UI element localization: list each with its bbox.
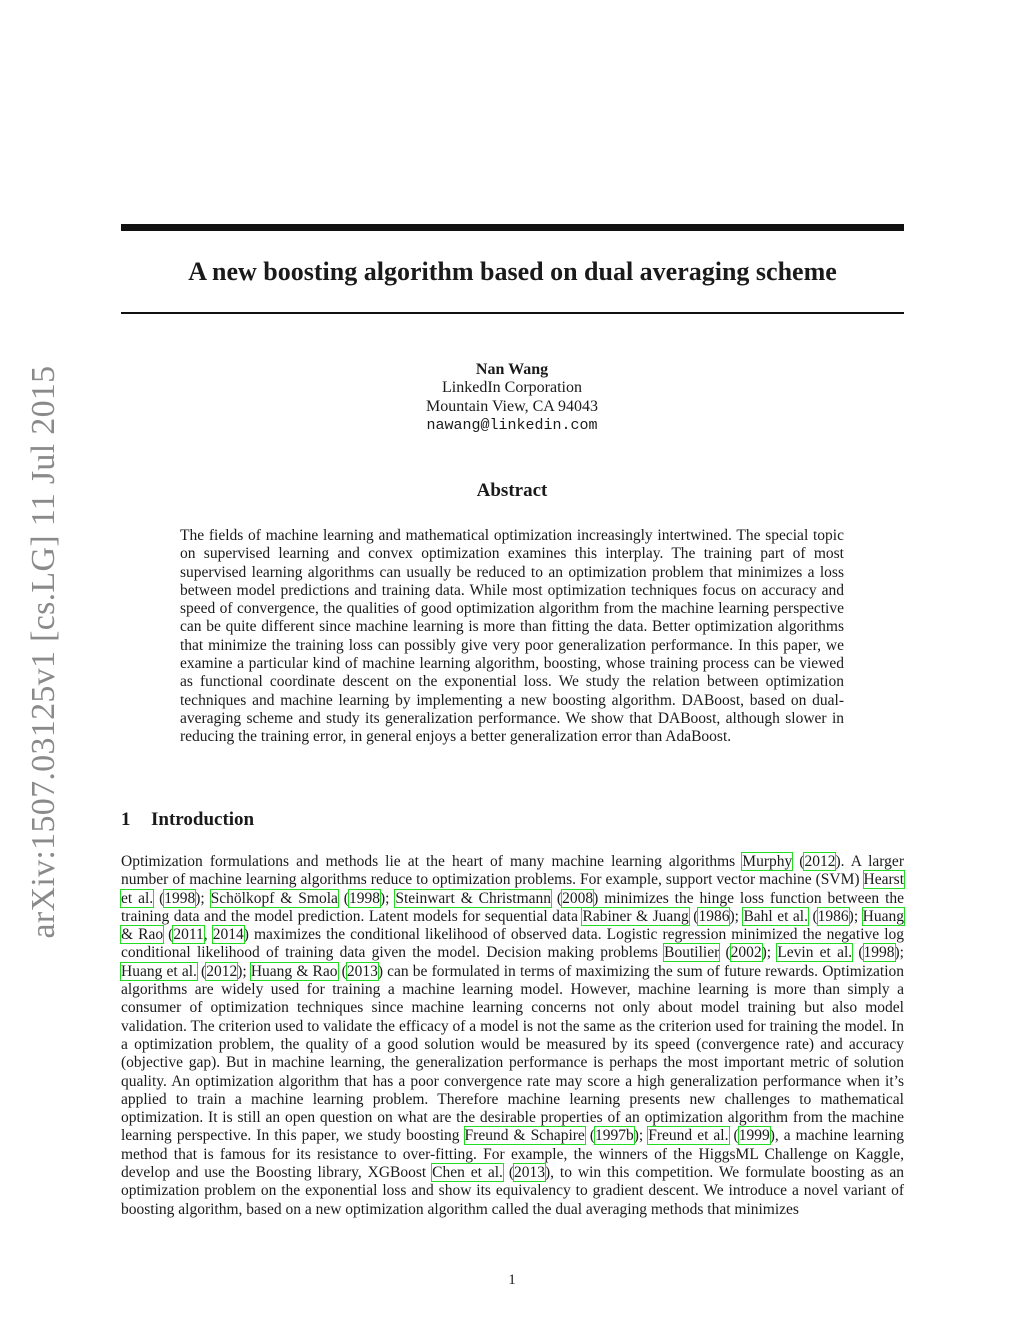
intro-text: ); (848, 907, 863, 925)
intro-text: ) minimizes the hinge loss function between the training data and the model prediction. Latent models for sequential data (121, 889, 905, 925)
author-name: Nan Wang (475, 361, 549, 378)
section-number: 1 (121, 809, 131, 830)
intro-text: , (203, 926, 213, 944)
citation-link[interactable]: Boutilier (664, 944, 720, 962)
intro-text: ( (337, 889, 349, 907)
intro-text: ( (196, 962, 207, 980)
intro-text: ( (584, 1127, 595, 1145)
citation-link[interactable]: 2011 (173, 926, 204, 944)
citation-link[interactable]: Hearst et al. (121, 871, 904, 907)
citation-link[interactable]: Chen et al. (432, 1164, 503, 1182)
intro-text: ); (729, 907, 744, 925)
citation-link[interactable]: Huang & Rao (250, 962, 338, 980)
intro-text: ); (195, 889, 211, 907)
citation-link[interactable]: 2013 (513, 1164, 545, 1182)
intro-text: ); (237, 962, 251, 980)
intro-text: ); (761, 944, 778, 962)
arxiv-stamp: arXiv:1507.03125v1 [cs.LG] 11 Jul 2015 (25, 365, 62, 939)
author-location: Mountain View, CA 94043 (426, 398, 598, 415)
intro-text: ( (792, 853, 805, 870)
page-number: 1 (508, 1272, 516, 1288)
intro-text: ( (852, 944, 864, 962)
intro-text: ); (379, 889, 396, 907)
citation-link[interactable]: Steinwart & Christmann (395, 889, 552, 907)
citation-link[interactable]: 2012 (206, 962, 238, 980)
title-bottom-rule (121, 312, 904, 314)
citation-link[interactable]: 2008 (562, 889, 594, 907)
intro-text: ); (894, 944, 904, 962)
intro-text: ); (633, 1127, 649, 1145)
section-title: Introduction (151, 809, 255, 830)
author-affiliation: LinkedIn Corporation (442, 379, 582, 396)
citation-link[interactable]: 1999 (738, 1127, 770, 1145)
intro-text: ) can be formulated in terms of maximizing the sum of future rewards. Optimization algorithms are widely used for training a machine learning model. However, machine learning is more than simply a consumer of optimization techniques since machine learning concerns not only about model training but also model validation. The criterion used to validate the efficacy of a model is not the same as the criterion used for training the model. In a optimization problem, the quality of a good solution would be measured by its speed (convergence rate) and accuracy (objective gap). But in machine learning, the generalization performance is perhaps the most important metric of solution quality. An optimization algorithm that has a poor convergence rate may score a high generalization performance when it’s applied to train a machine learning problem. Therefore machine learning presents new challenges to mathematical optimization. It is still an open question on what are the desirable properties of an optimization algorithm from the machine learning perspective. In this paper, we study boosting (121, 962, 904, 1145)
citation-link[interactable]: 1998 (348, 889, 380, 907)
intro-text: ), a machine learning method that is famous for its resistance to over-fitting. For example, the winners of the HiggsML Challenge on Kaggle, develop and use the Boosting library, XGBoost (121, 1127, 905, 1182)
intro-text: ( (688, 907, 699, 925)
introduction-paragraph (121, 853, 904, 1219)
intro-text: ( (551, 889, 563, 907)
intro-text: ), to win this competition. We formulate boosting as an optimization problem on the exponential loss and show its equivalency to gradient descent. We introduce a novel variant of boosting algorithm, based on a new optimization algorithm called the dual averaging methods that minimizes (121, 1164, 904, 1218)
intro-text: ). A larger number of machine learning algorithms reduce to optimization problems. For example, support vector machine (SVM) (121, 853, 904, 889)
citation-link[interactable]: 2014 (212, 926, 244, 944)
intro-text: ( (163, 926, 174, 944)
citation-link[interactable]: 1998 (863, 944, 895, 962)
intro-text: ( (337, 962, 347, 980)
intro-text: ) maximizes the conditional likelihood of observed data. Logistic regression minimized the negative log conditional likelihood of training data given the model. Decision making problems (121, 926, 904, 962)
citation-link[interactable]: 2013 (346, 962, 378, 980)
citation-link[interactable]: Freund & Schapire (464, 1127, 585, 1145)
citation-link[interactable]: Rabiner & Juang (582, 907, 689, 925)
intro-text: Optimization formulations and methods lie at the heart of many machine learning algorithms (121, 853, 743, 870)
abstract-heading: Abstract (476, 480, 548, 501)
citation-link[interactable]: Bahl et al. (743, 907, 808, 925)
citation-link[interactable]: Freund et al. (648, 1127, 729, 1145)
citation-link[interactable]: Huang et al. (121, 962, 197, 980)
intro-text: ( (153, 889, 165, 907)
citation-link[interactable]: Huang & Rao (121, 907, 904, 944)
citation-link[interactable]: 1986 (817, 907, 849, 925)
citation-link[interactable]: 1997b (595, 1127, 634, 1145)
intro-text: ( (502, 1164, 514, 1182)
section-heading (121, 809, 254, 831)
abstract-text: The fields of machine learning and mathematical optimization increasingly intertwined. The special topic on supervised learning and convex optimization examines this interplay. The training part of most supervised learning algorithms can usually be reduced to an optimization problem that minimizes a loss between model predictions and training data. While most optimization techniques focus on accuracy and speed of convergence, the qualities of good optimization algorithm from the machine learning perspective can be quite different since machine learning is more than fitting the data. Better optimization algorithms that minimize the training loss can possibly give very poor generalization performance. In this paper, we examine a particular kind of machine learning algorithm, boosting, whose training process can be viewed as functional coordinate descent on the exponential loss. We study the relation between optimization techniques and machine learning by implementing a new boosting algorithm. DABoost, based on dual-averaging scheme and study its generalization performance. We show that DABoost, although slower in reducing the training error, in general enjoys a better generalization error than AdaBoost. (180, 527, 844, 746)
citation-link[interactable]: Schölkopf & Smola (210, 889, 338, 907)
author-email: nawang@linkedin.com (426, 417, 598, 434)
citation-link[interactable]: Levin et al. (777, 944, 853, 962)
citation-link[interactable]: Murphy (742, 853, 793, 870)
intro-text: ( (728, 1127, 739, 1145)
citation-link[interactable]: 2012 (804, 853, 836, 870)
intro-text: ( (808, 907, 818, 925)
citation-link[interactable]: 1986 (698, 907, 730, 925)
paper-title: A new boosting algorithm based on dual averaging scheme (188, 257, 837, 286)
intro-text: ( (719, 944, 731, 962)
title-top-rule (121, 224, 904, 231)
citation-link[interactable]: 2002 (730, 944, 762, 962)
citation-link[interactable]: 1998 (164, 889, 196, 907)
